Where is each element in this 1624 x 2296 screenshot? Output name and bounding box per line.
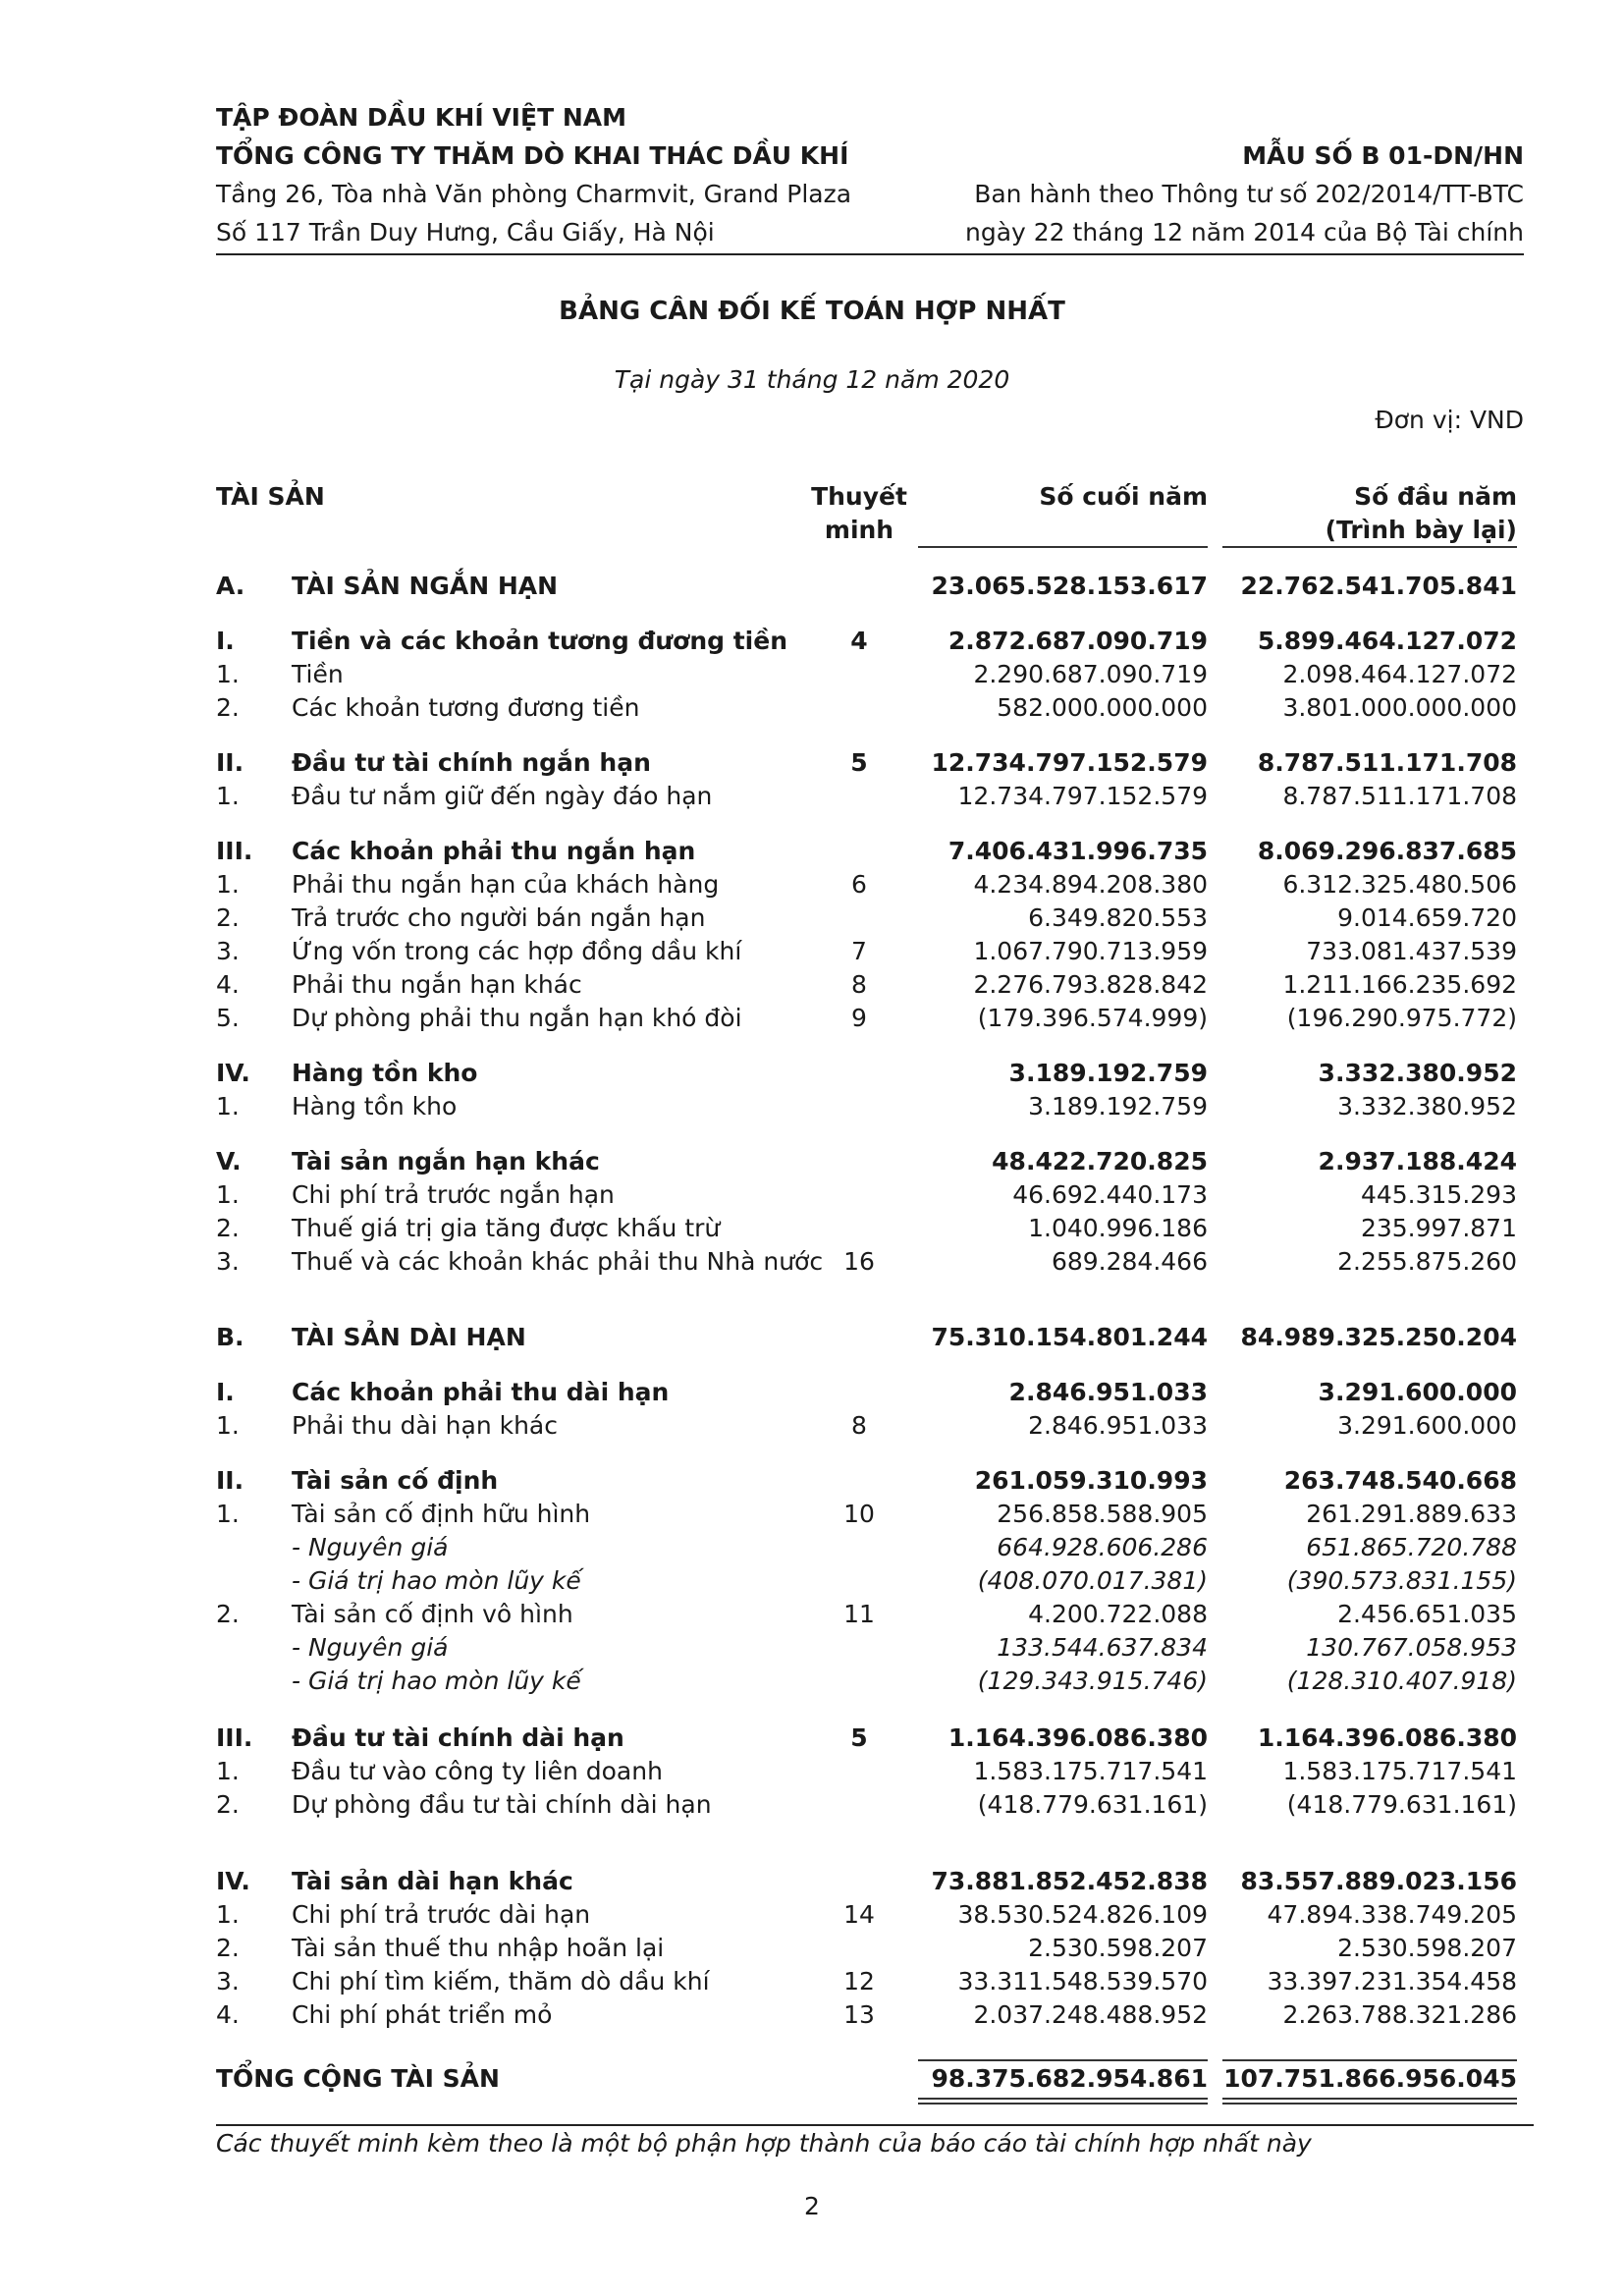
row-code: IV. [216, 1867, 250, 1895]
table-row [0, 570, 1624, 603]
row-end-value: 2.290.687.090.719 [973, 660, 1208, 688]
table-row [0, 1321, 1624, 1354]
table-row [0, 902, 1624, 935]
row-code: 1. [216, 1180, 240, 1209]
row-begin-value: 263.748.540.668 [1283, 1466, 1517, 1495]
form-code: MẪU SỐ B 01-DN/HN [1242, 141, 1524, 170]
row-code: B. [216, 1323, 244, 1351]
row-end-value: 2.846.951.033 [1028, 1411, 1208, 1440]
row-begin-value: 22.762.541.705.841 [1240, 572, 1517, 600]
table-row [0, 835, 1624, 868]
row-name: Phải thu ngắn hạn khác [292, 970, 582, 999]
row-end-value: 4.200.722.088 [1028, 1600, 1208, 1628]
row-name: Tài sản cố định [292, 1466, 499, 1495]
column-header-note-line1: Thuyết [811, 482, 907, 511]
row-note: 13 [843, 2000, 875, 2029]
row-end-value: 12.734.797.152.579 [957, 782, 1208, 810]
row-note: 6 [851, 870, 867, 899]
row-end-value: 261.059.310.993 [974, 1466, 1208, 1495]
table-row [0, 1409, 1624, 1443]
row-begin-value: 1.211.166.235.692 [1282, 970, 1517, 999]
row-name: Phải thu ngắn hạn của khách hàng [292, 870, 720, 899]
row-note: 5 [850, 748, 868, 777]
row-begin-value: 2.263.788.321.286 [1282, 2000, 1517, 2029]
issued-line-2: ngày 22 tháng 12 năm 2014 của Bộ Tài chính [965, 218, 1524, 246]
table-row [0, 658, 1624, 691]
row-name: Tài sản cố định vô hình [292, 1600, 573, 1628]
row-code: 1. [216, 1500, 240, 1528]
org-name-parent: TẬP ĐOÀN DẦU KHÍ VIỆT NAM [216, 103, 626, 132]
table-row [0, 1965, 1624, 1998]
row-name: Các khoản tương đương tiền [292, 693, 640, 722]
row-note: 4 [850, 627, 868, 655]
address-line-2: Số 117 Trần Duy Hưng, Cầu Giấy, Hà Nội [216, 218, 715, 246]
row-begin-value: 84.989.325.250.204 [1240, 1323, 1517, 1351]
row-name: Dự phòng đầu tư tài chính dài hạn [292, 1790, 712, 1819]
row-code: II. [216, 1466, 244, 1495]
table-row [0, 1665, 1624, 1698]
row-note: 8 [851, 970, 867, 999]
row-begin-value: 3.332.380.952 [1318, 1059, 1517, 1087]
footer-note: Các thuyết minh kèm theo là một bộ phận hợp thành của báo cáo tài chính hợp nhất này [216, 2129, 1312, 2158]
currency-unit: Đơn vị: VND [1375, 406, 1524, 434]
row-code: A. [216, 572, 245, 600]
row-note: 11 [843, 1600, 875, 1628]
row-name: - Nguyên giá [292, 1533, 449, 1561]
row-name: Trả trước cho người bán ngắn hạn [292, 903, 706, 932]
table-row [0, 1057, 1624, 1090]
table-row [0, 780, 1624, 813]
row-end-value: 3.189.192.759 [1008, 1059, 1208, 1087]
row-end-value: 256.858.588.905 [997, 1500, 1208, 1528]
row-begin-value: 2.255.875.260 [1337, 1247, 1517, 1276]
row-begin-value: 8.069.296.837.685 [1257, 837, 1517, 865]
row-name: TÀI SẢN DÀI HẠN [292, 1323, 526, 1351]
row-end-value: 2.846.951.033 [1008, 1378, 1208, 1406]
table-row [0, 1531, 1624, 1564]
row-code: 1. [216, 1757, 240, 1785]
report-date: Tại ngày 31 tháng 12 năm 2020 [614, 365, 1010, 394]
row-begin-value: 33.397.231.354.458 [1267, 1967, 1517, 1995]
table-row [0, 1865, 1624, 1898]
row-code: I. [216, 627, 235, 655]
row-name: Đầu tư nắm giữ đến ngày đáo hạn [292, 782, 713, 810]
row-name: Phải thu dài hạn khác [292, 1411, 558, 1440]
table-row [0, 1245, 1624, 1279]
table-row [0, 935, 1624, 968]
row-end-value: 2.530.598.207 [1028, 1934, 1208, 1962]
row-begin-value: 8.787.511.171.708 [1282, 782, 1517, 810]
row-end-value: 7.406.431.996.735 [947, 837, 1208, 865]
row-begin-value: 2.530.598.207 [1337, 1934, 1517, 1962]
row-begin-value: 2.098.464.127.072 [1282, 660, 1517, 688]
row-name: - Giá trị hao mòn lũy kế [292, 1566, 581, 1595]
row-name: Dự phòng phải thu ngắn hạn khó đòi [292, 1004, 742, 1032]
row-code: 4. [216, 970, 240, 999]
row-note: 12 [843, 1967, 875, 1995]
row-end-value: 4.234.894.208.380 [973, 870, 1208, 899]
table-row [0, 1998, 1624, 2032]
table-row [0, 1002, 1624, 1035]
row-end-value: 1.067.790.713.959 [973, 937, 1208, 965]
row-code: 3. [216, 937, 240, 965]
page-number: 2 [804, 2192, 820, 2220]
row-end-value: 23.065.528.153.617 [931, 572, 1208, 600]
row-name: Các khoản phải thu dài hạn [292, 1378, 670, 1406]
table-row [0, 1631, 1624, 1665]
row-name: Đầu tư tài chính dài hạn [292, 1723, 624, 1752]
row-name: Tiền [292, 660, 344, 688]
header-divider [216, 253, 1524, 255]
row-code: 3. [216, 1247, 240, 1276]
row-code: 2. [216, 1934, 240, 1962]
row-name: Chi phí tìm kiếm, thăm dò dầu khí [292, 1967, 710, 1995]
row-end-value: (179.396.574.999) [977, 1004, 1208, 1032]
row-end-value: (129.343.915.746) [977, 1667, 1208, 1695]
column-underline-begin [1222, 546, 1517, 548]
row-code: 2. [216, 1214, 240, 1242]
row-begin-value: 6.312.325.480.506 [1282, 870, 1517, 899]
row-begin-value: 261.291.889.633 [1306, 1500, 1517, 1528]
total-label: TỔNG CỘNG TÀI SẢN [216, 2064, 500, 2093]
row-code: 2. [216, 903, 240, 932]
row-begin-value: 651.865.720.788 [1306, 1533, 1517, 1561]
row-name: Tài sản cố định hữu hình [292, 1500, 591, 1528]
row-end-value: 582.000.000.000 [997, 693, 1208, 722]
row-name: Tài sản thuế thu nhập hoãn lại [292, 1934, 665, 1962]
row-end-value: (418.779.631.161) [977, 1790, 1208, 1819]
row-code: 1. [216, 660, 240, 688]
table-row [0, 625, 1624, 658]
table-row [0, 1090, 1624, 1123]
table-row [0, 1564, 1624, 1598]
table-row [0, 968, 1624, 1002]
row-code: I. [216, 1378, 235, 1406]
row-code: III. [216, 1723, 253, 1752]
footer-divider [216, 2124, 1534, 2126]
table-row [0, 1788, 1624, 1822]
row-note: 14 [843, 1900, 875, 1929]
column-header-begin-line1: Số đầu năm [1354, 482, 1517, 511]
row-name: Hàng tồn kho [292, 1059, 478, 1087]
total-row [0, 2062, 1624, 2096]
total-double-rule-end [918, 2098, 1208, 2105]
row-end-value: 6.349.820.553 [1028, 903, 1208, 932]
row-begin-value: 83.557.889.023.156 [1240, 1867, 1517, 1895]
table-row [0, 1376, 1624, 1409]
column-underline-end [918, 546, 1208, 548]
row-end-value: 1.583.175.717.541 [973, 1757, 1208, 1785]
table-row [0, 1212, 1624, 1245]
row-name: Tài sản ngắn hạn khác [292, 1147, 600, 1175]
row-begin-value: 130.767.058.953 [1306, 1633, 1517, 1662]
row-begin-value: 3.801.000.000.000 [1282, 693, 1517, 722]
table-row [0, 1178, 1624, 1212]
row-code: 1. [216, 870, 240, 899]
row-code: 3. [216, 1967, 240, 1995]
issued-line-1: Ban hành theo Thông tư số 202/2014/TT-BTC [974, 180, 1524, 208]
row-code: 1. [216, 1900, 240, 1929]
row-end-value: 3.189.192.759 [1028, 1092, 1208, 1121]
row-end-value: 1.040.996.186 [1028, 1214, 1208, 1242]
row-code: IV. [216, 1059, 250, 1087]
row-name: Tiền và các khoản tương đương tiền [292, 627, 787, 655]
row-end-value: 1.164.396.086.380 [947, 1723, 1208, 1752]
row-begin-value: 47.894.338.749.205 [1267, 1900, 1517, 1929]
row-note: 10 [843, 1500, 875, 1528]
row-begin-value: (418.779.631.161) [1286, 1790, 1517, 1819]
row-end-value: 73.881.852.452.838 [931, 1867, 1208, 1895]
total-begin-value: 107.751.866.956.045 [1223, 2064, 1517, 2093]
row-end-value: 689.284.466 [1051, 1247, 1208, 1276]
table-row [0, 868, 1624, 902]
row-code: 2. [216, 693, 240, 722]
row-end-value: 46.692.440.173 [1012, 1180, 1208, 1209]
table-row [0, 1898, 1624, 1932]
row-end-value: 38.530.524.826.109 [957, 1900, 1208, 1929]
row-code: 5. [216, 1004, 240, 1032]
total-rule-begin [1222, 2059, 1517, 2061]
row-begin-value: (390.573.831.155) [1286, 1566, 1517, 1595]
row-name: Thuế và các khoản khác phải thu Nhà nước [292, 1247, 824, 1276]
row-end-value: 12.734.797.152.579 [931, 748, 1208, 777]
row-name: - Giá trị hao mòn lũy kế [292, 1667, 581, 1695]
table-row [0, 1722, 1624, 1755]
row-begin-value: 2.937.188.424 [1318, 1147, 1517, 1175]
row-begin-value: 9.014.659.720 [1337, 903, 1517, 932]
row-code: 4. [216, 2000, 240, 2029]
row-code: 1. [216, 1092, 240, 1121]
row-end-value: 133.544.637.834 [997, 1633, 1208, 1662]
row-end-value: 75.310.154.801.244 [931, 1323, 1208, 1351]
row-end-value: (408.070.017.381) [977, 1566, 1208, 1595]
row-end-value: 2.872.687.090.719 [947, 627, 1208, 655]
row-begin-value: 445.315.293 [1360, 1180, 1517, 1209]
row-begin-value: 3.332.380.952 [1337, 1092, 1517, 1121]
row-end-value: 2.037.248.488.952 [973, 2000, 1208, 2029]
row-code: V. [216, 1147, 242, 1175]
row-begin-value: 3.291.600.000 [1337, 1411, 1517, 1440]
document-header [216, 98, 1524, 251]
row-begin-value: 1.164.396.086.380 [1257, 1723, 1517, 1752]
row-begin-value: (128.310.407.918) [1286, 1667, 1517, 1695]
column-header-note-line2: minh [824, 516, 894, 544]
row-note: 7 [851, 937, 867, 965]
table-row [0, 746, 1624, 780]
column-header-asset: TÀI SẢN [216, 482, 325, 511]
row-code: 1. [216, 1411, 240, 1440]
row-code: 2. [216, 1790, 240, 1819]
row-begin-value: (196.290.975.772) [1286, 1004, 1517, 1032]
row-name: Tài sản dài hạn khác [292, 1867, 573, 1895]
row-code: III. [216, 837, 253, 865]
row-begin-value: 5.899.464.127.072 [1257, 627, 1517, 655]
total-double-rule-begin [1222, 2098, 1517, 2105]
report-title: BẢNG CÂN ĐỐI KẾ TOÁN HỢP NHẤT [559, 297, 1065, 326]
row-name: Chi phí trả trước ngắn hạn [292, 1180, 615, 1209]
row-begin-value: 3.291.600.000 [1318, 1378, 1517, 1406]
row-note: 5 [850, 1723, 868, 1752]
address-line-1: Tầng 26, Tòa nhà Văn phòng Charmvit, Grand Plaza [216, 180, 852, 208]
table-row [0, 1498, 1624, 1531]
row-end-value: 2.276.793.828.842 [973, 970, 1208, 999]
total-rule-end [918, 2059, 1208, 2061]
row-code: 2. [216, 1600, 240, 1628]
row-name: Các khoản phải thu ngắn hạn [292, 837, 696, 865]
row-begin-value: 235.997.871 [1360, 1214, 1517, 1242]
row-name: Hàng tồn kho [292, 1092, 458, 1121]
column-header-begin-year [1222, 480, 1517, 547]
org-name: TỔNG CÔNG TY THĂM DÒ KHAI THÁC DẦU KHÍ [216, 141, 849, 170]
row-name: TÀI SẢN NGẮN HẠN [292, 572, 559, 600]
column-header-note [805, 480, 913, 547]
table-row [0, 1464, 1624, 1498]
row-code: 1. [216, 782, 240, 810]
column-header-begin-line2: (Trình bày lại) [1325, 516, 1517, 544]
table-row [0, 1145, 1624, 1178]
row-name: Chi phí phát triển mỏ [292, 2000, 553, 2029]
row-begin-value: 1.583.175.717.541 [1282, 1757, 1517, 1785]
row-end-value: 33.311.548.539.570 [957, 1967, 1208, 1995]
row-begin-value: 2.456.651.035 [1337, 1600, 1517, 1628]
row-note: 9 [851, 1004, 867, 1032]
row-code: II. [216, 748, 244, 777]
row-note: 16 [843, 1247, 875, 1276]
row-begin-value: 733.081.437.539 [1306, 937, 1517, 965]
row-begin-value: 8.787.511.171.708 [1257, 748, 1517, 777]
row-name: Ứng vốn trong các hợp đồng dầu khí [292, 937, 742, 965]
row-name: Đầu tư tài chính ngắn hạn [292, 748, 651, 777]
row-name: - Nguyên giá [292, 1633, 449, 1662]
row-note: 8 [851, 1411, 867, 1440]
row-name: Đầu tư vào công ty liên doanh [292, 1757, 663, 1785]
table-row [0, 1932, 1624, 1965]
total-end-value: 98.375.682.954.861 [931, 2064, 1208, 2093]
row-name: Thuế giá trị gia tăng được khấu trừ [292, 1214, 721, 1242]
table-row [0, 1598, 1624, 1631]
row-name: Chi phí trả trước dài hạn [292, 1900, 591, 1929]
table-row [0, 691, 1624, 725]
table-row [0, 1755, 1624, 1788]
row-end-value: 48.422.720.825 [992, 1147, 1208, 1175]
column-header-end-year: Số cuối năm [1039, 482, 1208, 511]
row-end-value: 664.928.606.286 [997, 1533, 1208, 1561]
